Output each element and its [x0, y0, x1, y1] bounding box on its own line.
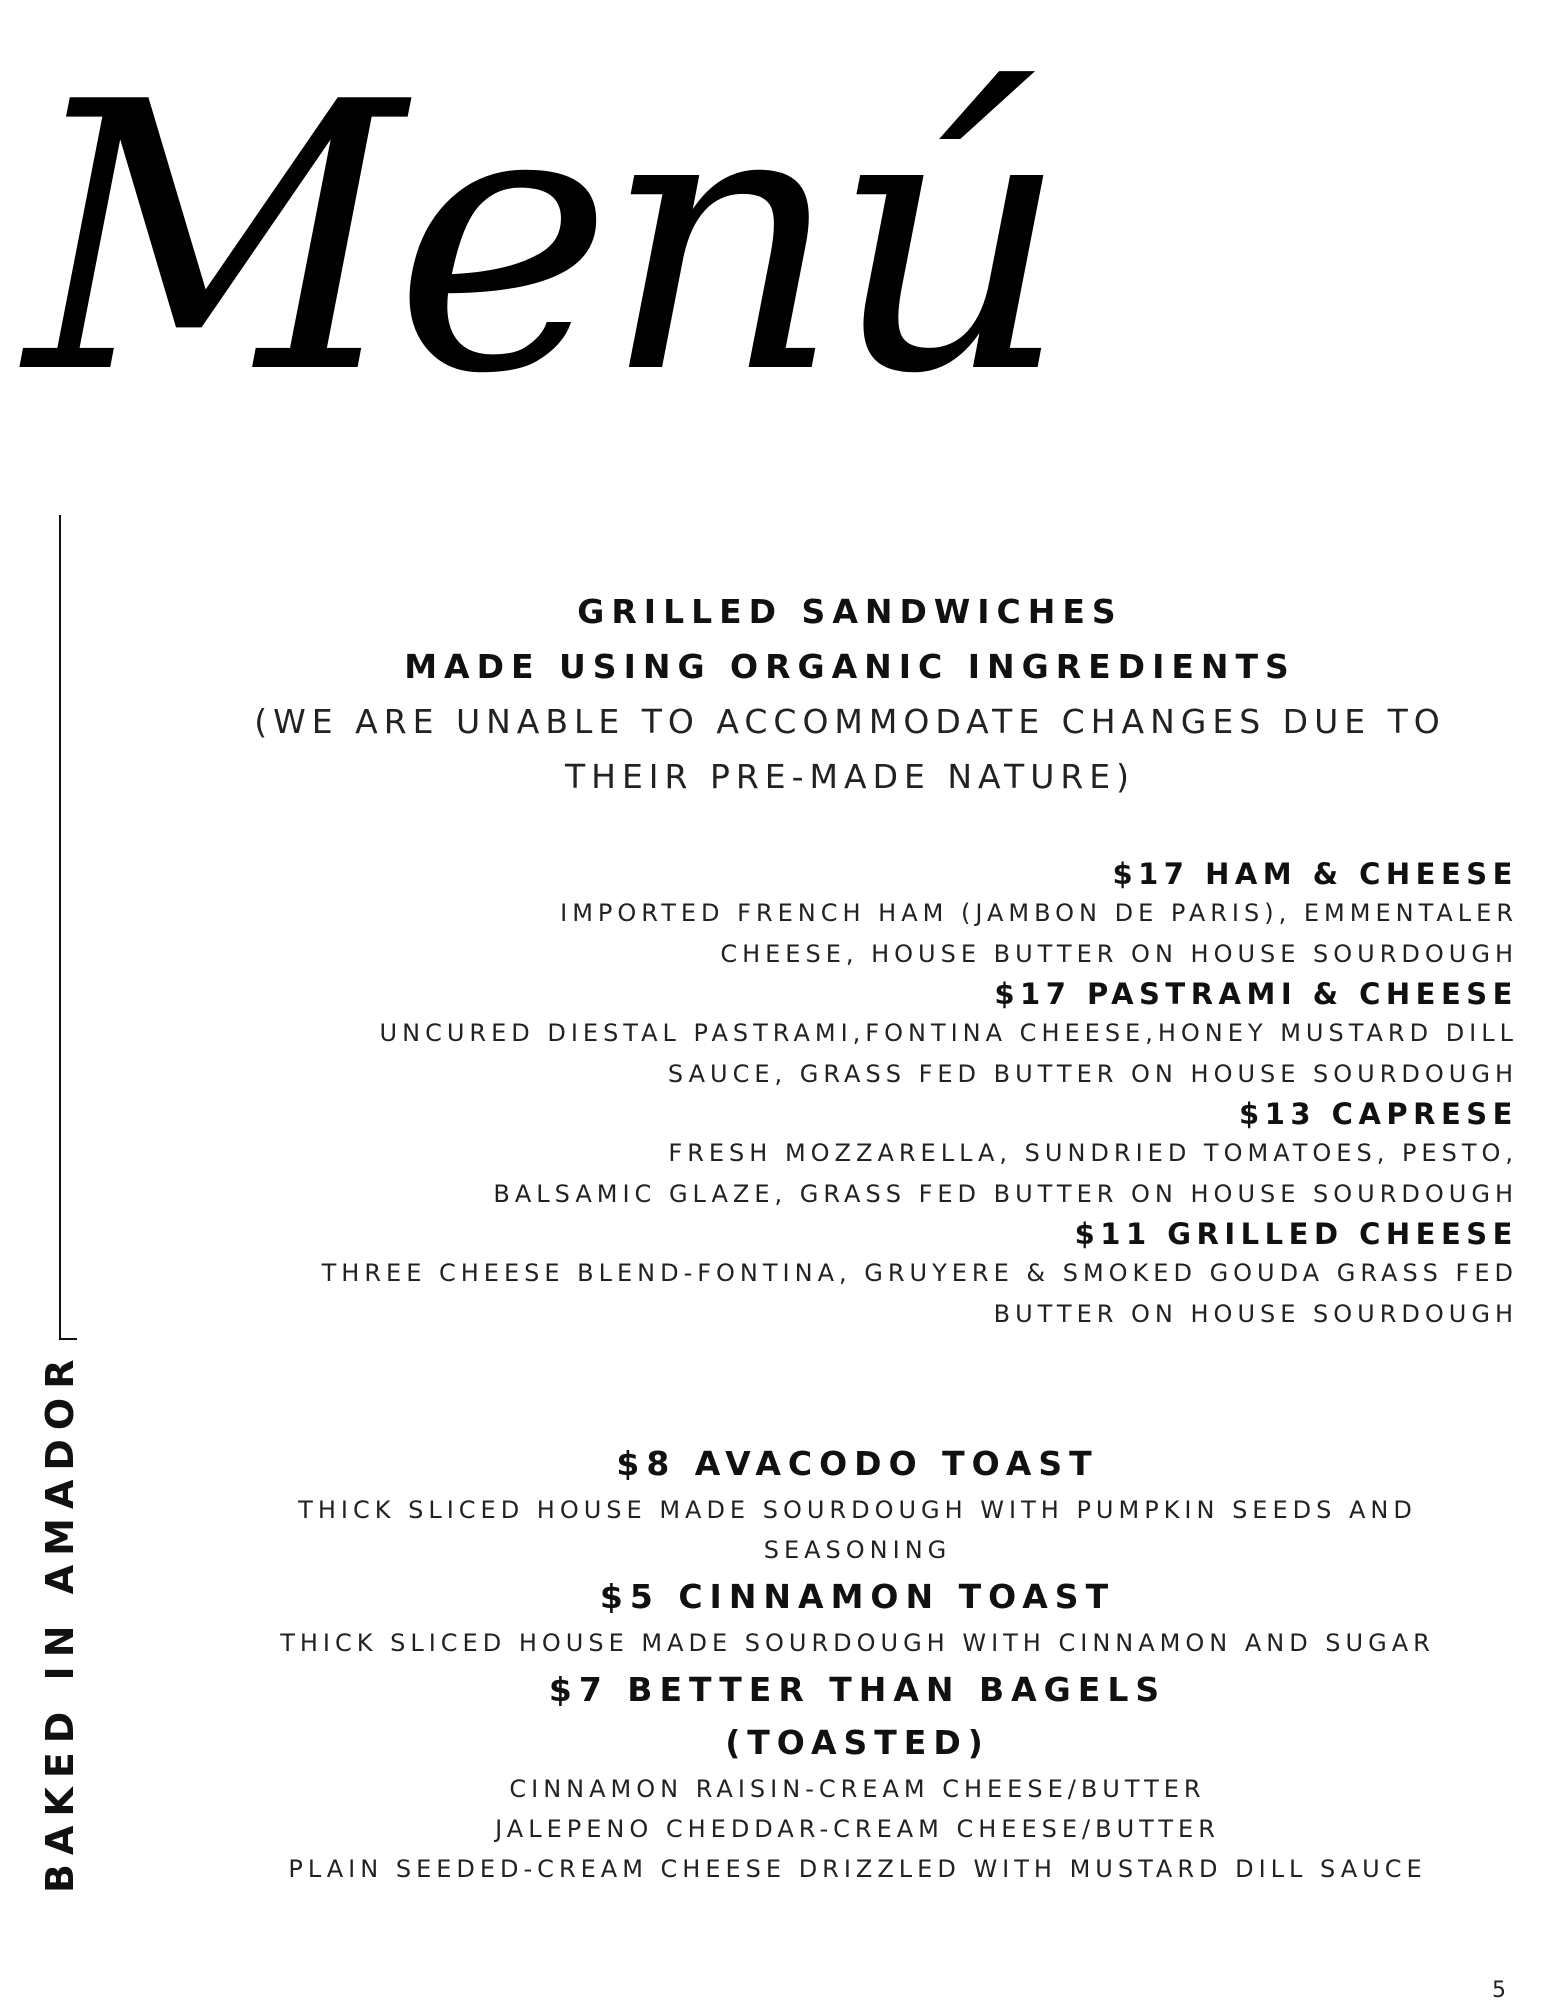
menu-item-pastrami-cheese	[200, 975, 1518, 1095]
section-header	[200, 584, 1500, 804]
sandwich-list	[200, 855, 1518, 1335]
item-title-line-2: (TOASTED)	[725, 1723, 990, 1762]
item-description-line-2: SEASONING	[763, 1536, 952, 1564]
horizontal-divider-tick	[59, 1338, 77, 1340]
menu-item-grilled-cheese	[200, 1215, 1518, 1335]
item-description-line-2: BALSAMIC GLAZE, GRASS FED BUTTER ON HOUSE SOURDOUGH	[493, 1180, 1518, 1208]
item-title: $5 CINNAMON TOAST	[599, 1577, 1116, 1616]
menu-item-avocado-toast	[215, 1437, 1500, 1570]
item-title: $17 PASTRAMI & CHEESE	[994, 977, 1518, 1011]
item-title: $17 HAM & CHEESE	[1112, 857, 1518, 891]
toast-list	[215, 1437, 1500, 1889]
item-description-line-2: JALEPENO CHEDDAR-CREAM CHEESE/BUTTER	[495, 1815, 1220, 1843]
menu-item-caprese	[200, 1095, 1518, 1215]
item-description-line-2: SAUCE, GRASS FED BUTTER ON HOUSE SOURDOUGH	[667, 1060, 1518, 1088]
item-description-line-2: CHEESE, HOUSE BUTTER ON HOUSE SOURDOUGH	[720, 940, 1518, 968]
item-description-line-1: THICK SLICED HOUSE MADE SOURDOUGH WITH CINNAMON AND SUGAR	[280, 1629, 1435, 1657]
menu-title: Menú	[25, 25, 1060, 455]
side-text-baked-in-amador: BAKED IN AMADOR	[38, 1350, 82, 1893]
menu-item-better-than-bagels	[215, 1663, 1500, 1889]
item-description-line-1: IMPORTED FRENCH HAM (JAMBON DE PARIS), EMMENTALER	[560, 899, 1518, 927]
item-title-line-1: $7 BETTER THAN BAGELS	[548, 1670, 1167, 1709]
item-title: $13 CAPRESE	[1239, 1097, 1518, 1131]
section-note-line-2: THEIR PRE-MADE NATURE)	[564, 757, 1136, 796]
menu-item-cinnamon-toast	[215, 1570, 1500, 1663]
item-description-line-1: THREE CHEESE BLEND-FONTINA, GRUYERE & SMOKED GOUDA GRASS FED	[321, 1259, 1518, 1287]
item-description-line-3: PLAIN SEEDED-CREAM CHEESE DRIZZLED WITH MUSTARD DILL SAUCE	[288, 1855, 1427, 1883]
vertical-divider-line	[59, 515, 61, 1339]
page-number: 5	[1492, 1978, 1506, 2003]
section-note-line-1: (WE ARE UNABLE TO ACCOMMODATE CHANGES DUE TO	[254, 702, 1446, 741]
section-title: GRILLED SANDWICHES	[577, 592, 1123, 631]
section-subtitle: MADE USING ORGANIC INGREDIENTS	[404, 647, 1296, 686]
item-description-line-1: FRESH MOZZARELLA, SUNDRIED TOMATOES, PESTO,	[668, 1139, 1518, 1167]
item-description-line-2: BUTTER ON HOUSE SOURDOUGH	[993, 1300, 1518, 1328]
item-title: $11 GRILLED CHEESE	[1074, 1217, 1518, 1251]
item-description-line-1: UNCURED DIESTAL PASTRAMI,FONTINA CHEESE,HONEY MUSTARD DILL	[379, 1019, 1518, 1047]
item-description-line-1: THICK SLICED HOUSE MADE SOURDOUGH WITH PUMPKIN SEEDS AND	[298, 1496, 1417, 1524]
menu-item-ham-cheese	[200, 855, 1518, 975]
item-title: $8 AVACODO TOAST	[616, 1444, 1099, 1483]
item-description-line-1: CINNAMON RAISIN-CREAM CHEESE/BUTTER	[509, 1775, 1206, 1803]
